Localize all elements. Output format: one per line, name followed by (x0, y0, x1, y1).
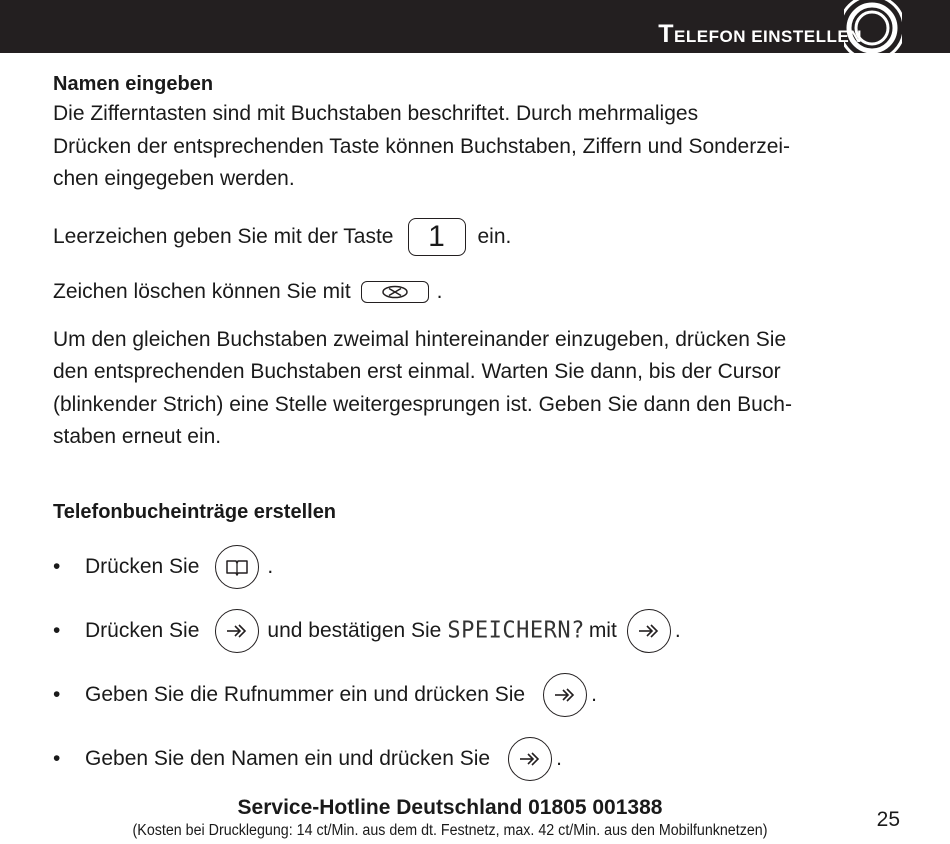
arrow-into-icon (552, 686, 578, 704)
space-instruction-end: ein. (477, 224, 512, 248)
clear-x-icon (380, 285, 410, 299)
menu-ok-key-icon (543, 673, 587, 717)
list-item (53, 544, 903, 590)
paragraph-line: Um den gleichen Buchstaben zweimal hintereinander einzugeben, drücken Sie (53, 327, 787, 351)
step-text: Drücken Sie (85, 554, 200, 578)
arrow-into-icon (224, 622, 250, 640)
bullet-dot: • (53, 746, 61, 770)
phonebook-key-icon (215, 545, 259, 589)
page-content (53, 70, 903, 782)
step-end: . (591, 682, 597, 706)
heading-telefonbuch: Telefonbucheinträge erstellen (53, 500, 337, 523)
step-end: . (556, 746, 562, 770)
service-hotline: Service-Hotline Deutschland 01805 001388 (237, 796, 663, 819)
lcd-display-text: SPEICHERN? (447, 617, 585, 644)
delete-instruction-end: . (436, 279, 443, 303)
delete-instruction (53, 276, 903, 308)
book-icon (225, 558, 249, 576)
step-text: Drücken Sie (85, 618, 200, 642)
header-title-rest: ELEFON EINSTELLEN (674, 27, 862, 46)
bullet-dot: • (53, 682, 61, 706)
step-text: mit (588, 618, 617, 642)
menu-ok-key-icon (215, 609, 259, 653)
list-item (53, 672, 903, 718)
header-title (658, 20, 862, 49)
clear-key-icon (361, 281, 429, 303)
paragraph-line: Die Zifferntasten sind mit Buchstaben beschriftet. Durch mehrmaliges (53, 102, 699, 125)
paragraph-line: staben erneut ein. (53, 425, 222, 448)
arrow-into-icon (636, 622, 662, 640)
step-end: . (267, 554, 274, 578)
menu-ok-key-icon (508, 737, 552, 781)
header-title-initial: T (658, 20, 675, 48)
step-text: und bestätigen Sie (267, 618, 442, 642)
step-text: Geben Sie den Namen ein und drücken Sie (85, 746, 491, 770)
key-1-icon: 1 (408, 218, 466, 256)
space-instruction-text: Leerzeichen geben Sie mit der Taste (53, 224, 394, 248)
paragraph-line: chen eingegeben werden. (53, 167, 295, 190)
paragraph-line: den entsprechenden Buchstaben erst einmal. Warten Sie dann, bis der Cursor (53, 360, 781, 383)
repeat-paragraph (53, 324, 903, 454)
menu-ok-key-icon (627, 609, 671, 653)
arrow-into-icon (517, 750, 543, 768)
page-number: 25 (876, 808, 900, 831)
header-bar (0, 0, 950, 53)
list-item (53, 608, 903, 654)
step-text: Geben Sie die Rufnummer ein und drücken Sie (85, 682, 526, 706)
list-item (53, 736, 903, 782)
bullet-dot: • (53, 554, 61, 578)
delete-instruction-text: Zeichen löschen können Sie mit (53, 279, 351, 303)
cost-note: (Kosten bei Drucklegung: 14 ct/Min. aus dem dt. Festnetz, max. 42 ct/Min. aus den Mobilfunknetzen) (132, 822, 768, 839)
paragraph-line: (blinkender Strich) eine Stelle weitergesprungen ist. Geben Sie dann den Buch- (53, 392, 792, 416)
heading-namen-eingeben: Namen eingeben (53, 73, 214, 95)
space-instruction (53, 218, 903, 256)
paragraph-line: Drücken der entsprechenden Taste können Buchstaben, Ziffern und Sonderzei- (53, 134, 791, 158)
step-end: . (674, 618, 681, 642)
concentric-rings-icon (844, 0, 902, 53)
bullet-dot: • (53, 618, 61, 642)
